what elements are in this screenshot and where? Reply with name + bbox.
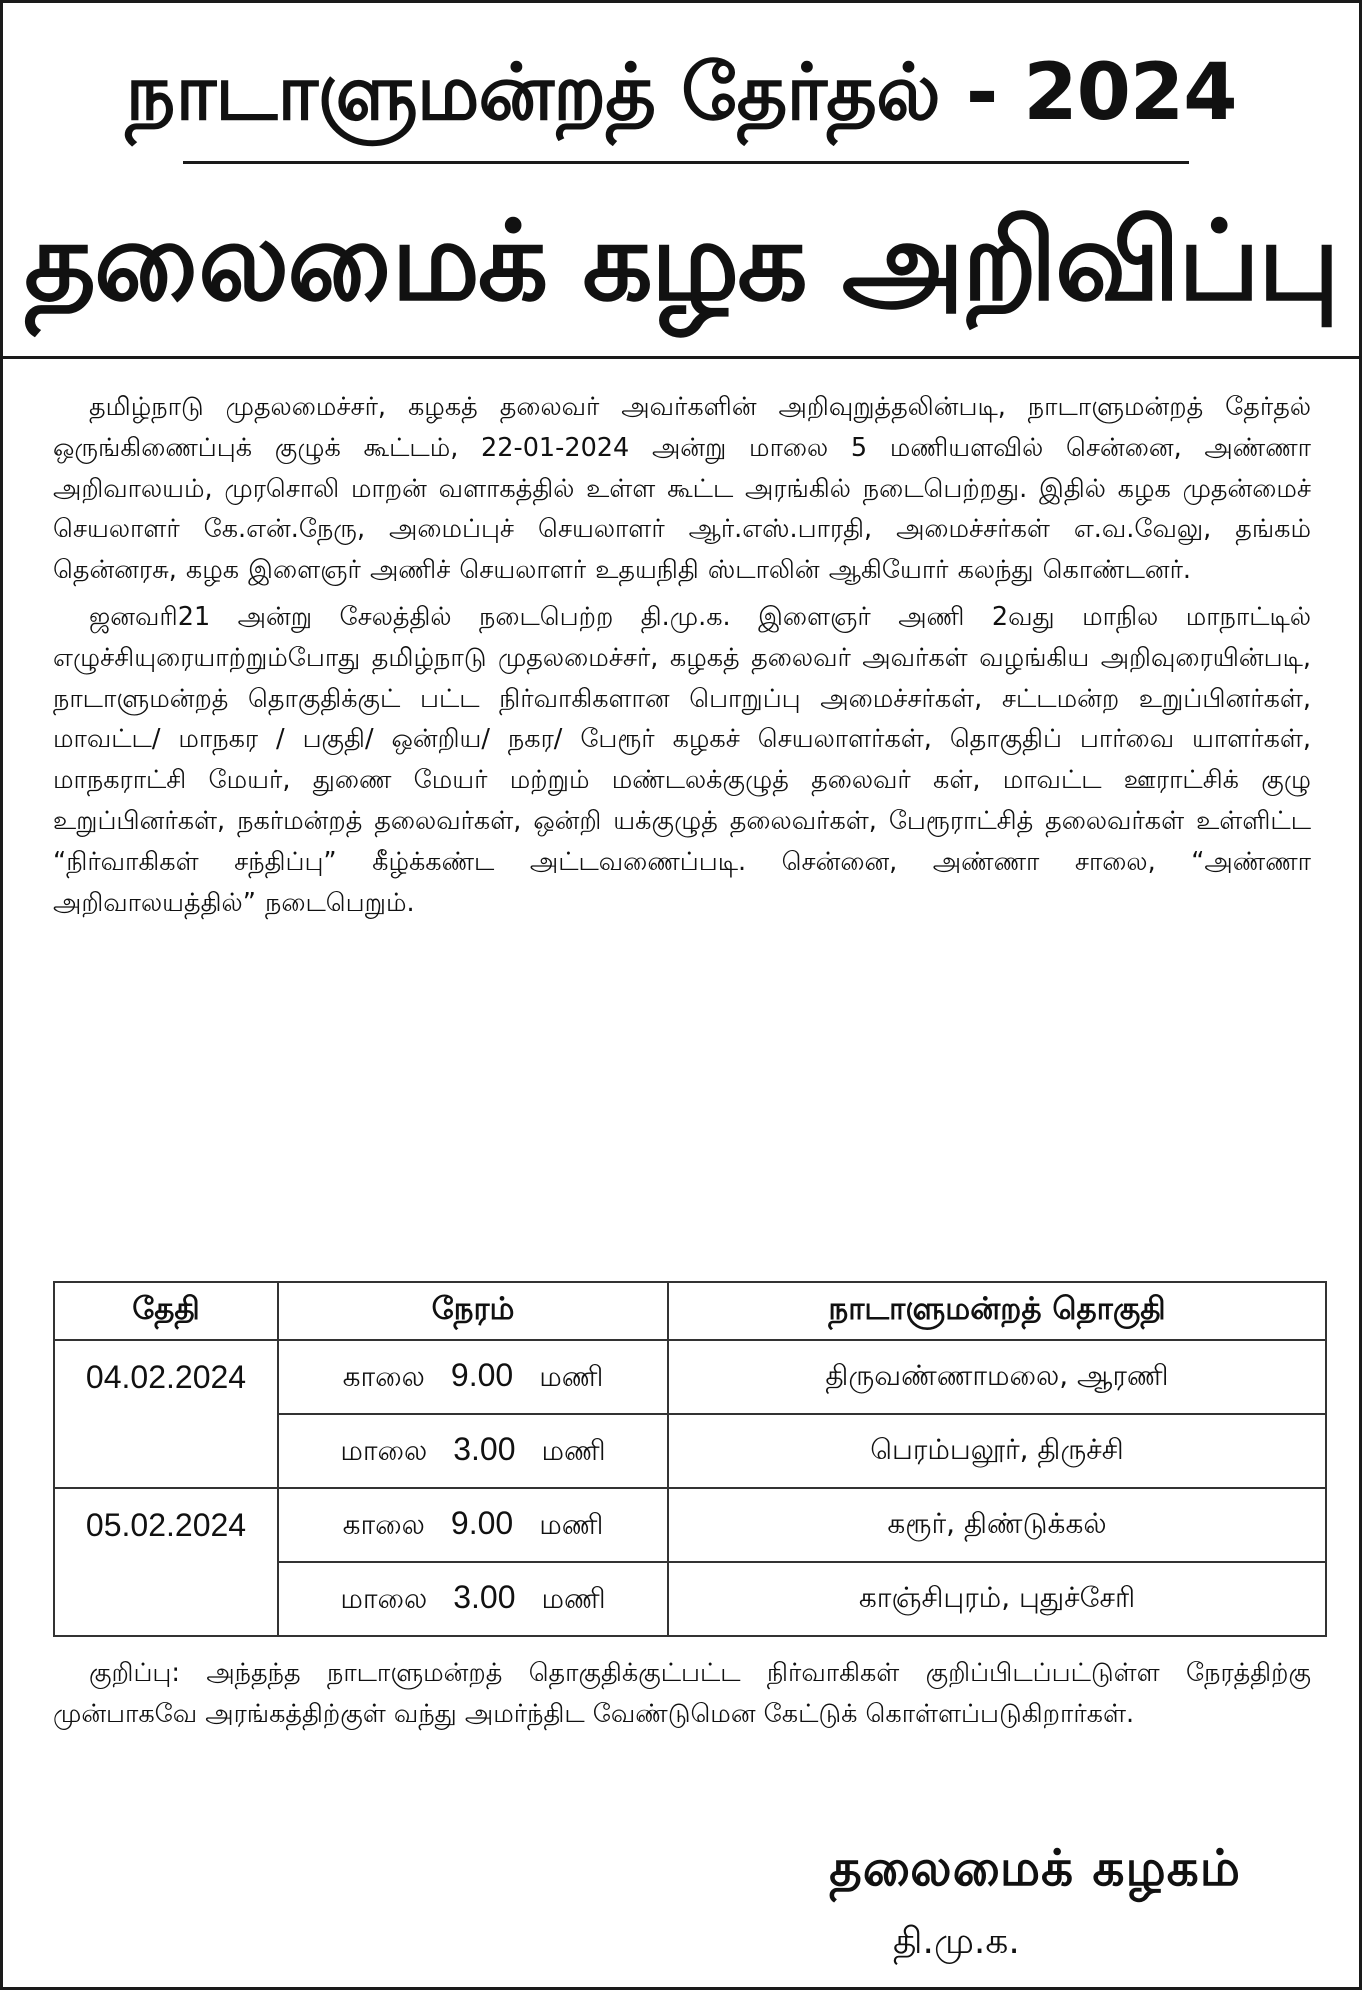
constituency-cell: கரூர், திண்டுக்கல் bbox=[668, 1488, 1326, 1562]
time-value: 3.00 bbox=[453, 1579, 516, 1615]
paragraph-meeting: தமிழ்நாடு முதலமைச்சர், கழகத் தலைவர் அவர்களின் அறிவுறுத்தலின்படி, நாடாளுமன்றத் தேர்தல் ஒருங்கிணைப்புக் குழுக் கூட்டம், 22-01-2024 அன்று மாலை 5 மணியளவில் சென்னை, அண்ணா அறிவாலயம், முரசொலி மாறன் வளாகத்தில் உள்ள கூட்ட அரங்கில் நடைபெற்றது. இதில் கழக முதன்மைச் செயலாளர் கே.என்.நேரு, அமைப்புச் செயலாளர் ஆர்.எஸ்.பாரதி, அமைச்சர்கள் எ.வ.வேலு, தங்கம் தென்னரசு, கழக இளைஞர் அணிச் செயலாளர் உதயநிதி ஸ்டாலின் ஆகியோர் கலந்து கொண்டனர். bbox=[53, 392, 1311, 586]
announcement-title: தலைமைக் கழக அறிவிப்பு bbox=[24, 197, 1338, 325]
signature-organization: தலைமைக் கழகம் bbox=[829, 1839, 1241, 1897]
time-value: 9.00 bbox=[450, 1357, 514, 1393]
time-cell bbox=[278, 1488, 668, 1562]
table-header-row bbox=[54, 1282, 1326, 1340]
table-row bbox=[54, 1340, 1326, 1414]
constituency-cell: திருவண்ணாமலை, ஆரணி bbox=[668, 1340, 1326, 1414]
time-cell bbox=[278, 1562, 668, 1636]
time-period: காலை bbox=[342, 1508, 425, 1541]
note-paragraph: குறிப்பு: அந்தந்த நாடாளுமன்றத் தொகுதிக்குட்பட்ட நிர்வாகிகள் குறிப்பிடப்பட்டுள்ள நேரத்திற்கு முன்பாகவே அரங்கத்திற்குள் வந்து அமர்ந்திட வேண்டுமென கேட்டுக் கொள்ளப்படுகிறார்கள். bbox=[53, 1658, 1311, 1729]
time-unit: மணி bbox=[541, 1434, 606, 1467]
signature-party: தி.மு.க. bbox=[893, 1921, 1020, 1962]
time-period: மாலை bbox=[340, 1434, 428, 1467]
time-value: 3.00 bbox=[453, 1431, 516, 1467]
date-cell: 04.02.2024 bbox=[54, 1340, 278, 1488]
time-cell bbox=[278, 1414, 668, 1488]
time-unit: மணி bbox=[539, 1508, 604, 1541]
header-date: தேதி bbox=[54, 1282, 278, 1340]
title-divider bbox=[183, 161, 1189, 164]
header-box bbox=[3, 3, 1359, 359]
constituency-cell: பெரம்பலூர், திருச்சி bbox=[668, 1414, 1326, 1488]
header-time: நேரம் bbox=[278, 1282, 668, 1340]
time-value: 9.00 bbox=[450, 1505, 514, 1541]
time-unit: மணி bbox=[539, 1360, 604, 1393]
header-constituency: நாடாளுமன்றத் தொகுதி bbox=[668, 1282, 1326, 1340]
schedule-table bbox=[53, 1281, 1327, 1637]
time-cell bbox=[278, 1340, 668, 1414]
table-row bbox=[54, 1488, 1326, 1562]
constituency-cell: காஞ்சிபுரம், புதுச்சேரி bbox=[668, 1562, 1326, 1636]
election-year-title: நாடாளுமன்றத் தேர்தல் - 2024 bbox=[125, 48, 1237, 138]
date-cell: 05.02.2024 bbox=[54, 1488, 278, 1636]
paragraph-schedule-intro: ஜனவரி21 அன்று சேலத்தில் நடைபெற்ற தி.மு.க. இளைஞர் அணி 2வது மாநில மாநாட்டில் எழுச்சியுரையாற்றும்போது தமிழ்நாடு முதலமைச்சர், கழகத் தலைவர் அவர்கள் வழங்கிய அறிவுரையின்படி, நாடாளுமன்றத் தொகுதிக்குட் பட்ட நிர்வாகிகளான பொறுப்பு அமைச்சர்கள், சட்டமன்ற உறுப்பினர்கள், மாவட்ட/ மாநகர / பகுதி/ ஒன்றிய/ நகர/ பேரூர் கழகச் செயலாளர்கள், தொகுதிப் பார்வை யாளர்கள், மாநகராட்சி மேயர், துணை மேயர் மற்றும் மண்டலக்குழுத் தலைவர் கள், மாவட்ட ஊராட்சிக் குழு உறுப்பினர்கள், நகர்மன்றத் தலைவர்கள், ஒன்றி யக்குழுத் தலைவர்கள், பேரூராட்சித் தலைவர்கள் உள்ளிட்ட “நிர்வாகிகள் சந்திப்பு” கீழ்க்கண்ட அட்டவணைப்படி. சென்னை, அண்ணா சாலை, “அண்ணா அறிவாலயத்தில்” நடைபெறும். bbox=[53, 601, 1311, 918]
announcement-body bbox=[53, 387, 1311, 923]
time-unit: மணி bbox=[541, 1582, 606, 1615]
time-period: மாலை bbox=[340, 1582, 428, 1615]
time-period: காலை bbox=[342, 1360, 425, 1393]
